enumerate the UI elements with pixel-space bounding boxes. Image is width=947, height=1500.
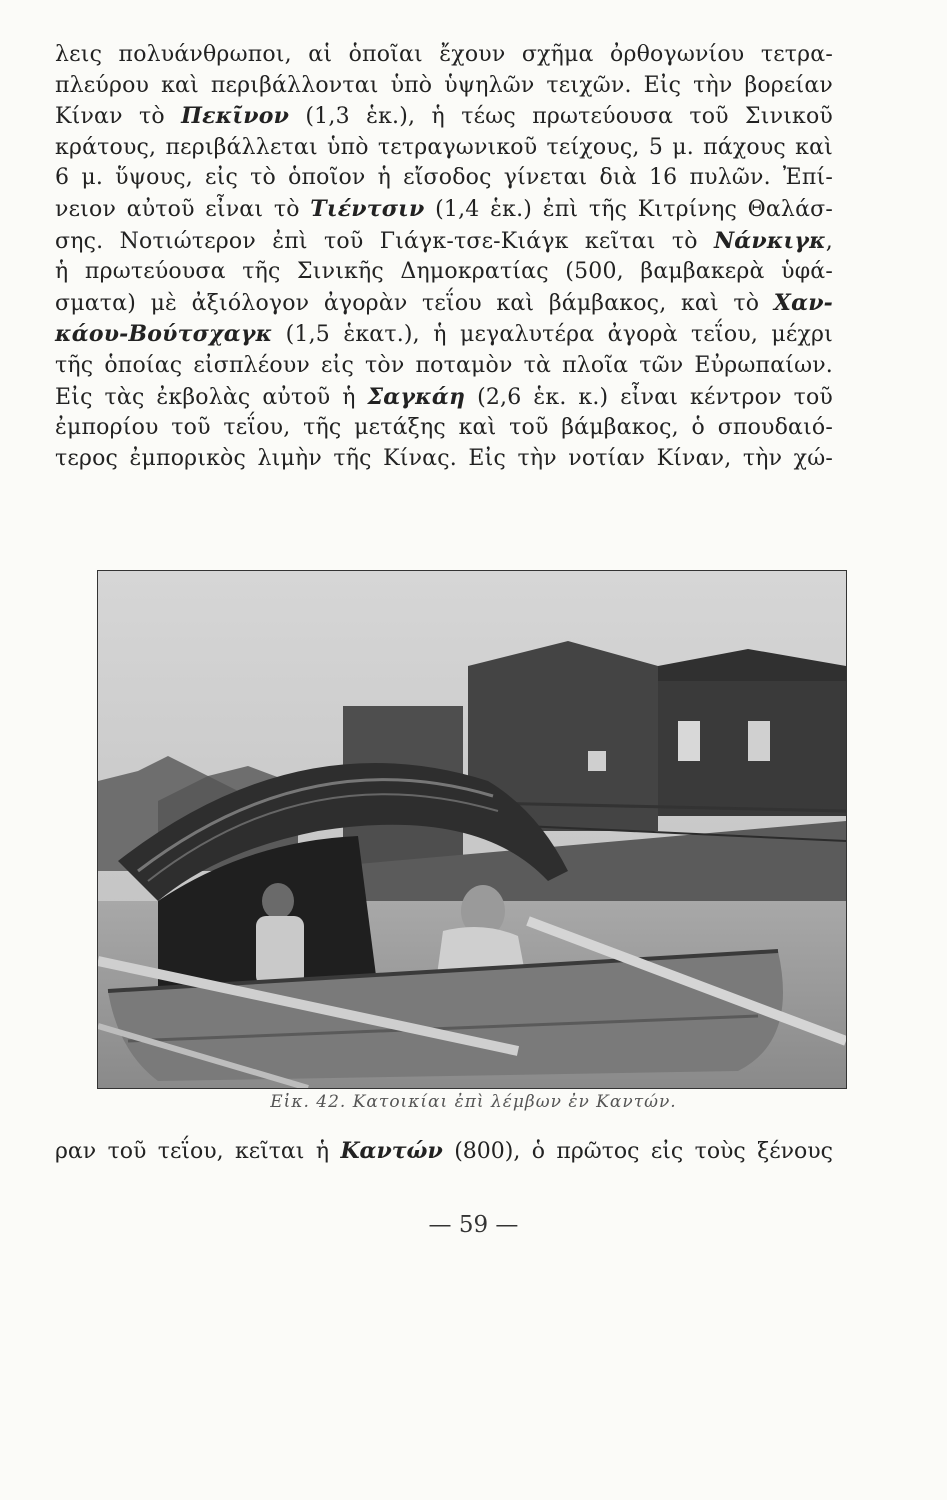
text-line: ἡ πρωτεύουσα τῆς Σινικῆς Δημοκρατίας (500, βαμβακερὰ ὑφά- xyxy=(55,259,833,285)
page-number: — 59 — xyxy=(428,1212,519,1238)
place-name: κάου-Βούτσχαγκ xyxy=(55,321,273,348)
place-name: Πεκῖνον xyxy=(181,103,290,130)
text-line: Εἰς τὰς ἐκβολὰς αὐτοῦ ἡ Σαγκάη (2,6 ἑκ. κ.) εἶναι κέντρον τοῦ xyxy=(55,383,833,410)
text-line: σης. Νοτιώτερον ἐπὶ τοῦ Γιάγκ-τσε-Κιάγκ κεῖται τὸ Νάνκιγκ, xyxy=(55,227,833,254)
place-name: Καντών xyxy=(340,1138,443,1164)
text-line: λεις πολυάνθρωποι, αἱ ὁποῖαι ἔχουν σχῆμα ὀρθογωνίου τετρα- xyxy=(55,42,833,67)
photo-illustration xyxy=(98,571,846,1088)
text-line: πλεύρου καὶ περιβάλλονται ὑπὸ ὑψηλῶν τειχῶν. Εἰς τὴν βορείαν xyxy=(55,72,833,98)
text-line: νειον αὐτοῦ εἶναι τὸ Τιέντσιν (1,4 ἑκ.) ἐπὶ τῆς Κιτρίνης Θαλάσ- xyxy=(55,195,833,222)
continuation-line: ραν τοῦ τεΐου, κεῖται ἡ Καντών (800), ὁ πρῶτος εἰς τοὺς ξένους xyxy=(55,1138,833,1164)
place-name: Τιέντσιν xyxy=(310,195,425,222)
place-name: Χαν- xyxy=(773,289,833,316)
text-line: ἐμπορίου τοῦ τεΐου, τῆς μετάξης καὶ τοῦ βάμβακος, ὁ σπουδαιό- xyxy=(55,415,833,441)
text-line: τερος ἐμπορικὸς λιμὴν τῆς Κίνας. Εἰς τὴν νοτίαν Κίναν, τὴν χώ- xyxy=(55,445,833,471)
text-line: σματα) μὲ ἀξιόλογον ἀγορὰν τεΐου καὶ βάμβακος, καὶ τὸ Χαν- xyxy=(55,289,833,316)
place-name: Νάνκιγκ xyxy=(713,227,826,254)
place-name: Σαγκάη xyxy=(367,383,466,410)
body-text xyxy=(55,40,833,474)
boat-dwelling-photo xyxy=(97,570,847,1089)
text-line: Κίναν τὸ Πεκῖνον (1,3 ἑκ.), ἡ τέως πρωτεύουσα τοῦ Σινικοῦ xyxy=(55,103,833,130)
text-line: 6 μ. ὕψους, εἰς τὸ ὁποῖον ἡ εἴσοδος γίνεται διὰ 16 πυλῶν. Ἐπί- xyxy=(55,165,833,191)
text-line: τῆς ὁποίας εἰσπλέουν εἰς τὸν ποταμὸν τὰ πλοῖα τῶν Εὐρωπαίων. xyxy=(55,352,833,378)
text-line: κράτους, περιβάλλεται ὑπὸ τετραγωνικοῦ τείχους, 5 μ. πάχους καὶ xyxy=(55,134,833,160)
figure-caption: Εἰκ. 42. Κατοικίαι ἐπὶ λέμβων ἐν Καντών. xyxy=(270,1092,677,1112)
text-line: κάου-Βούτσχαγκ (1,5 ἑκατ.), ἡ μεγαλυτέρα ἀγορὰ τεΐου, μέχρι xyxy=(55,321,833,348)
